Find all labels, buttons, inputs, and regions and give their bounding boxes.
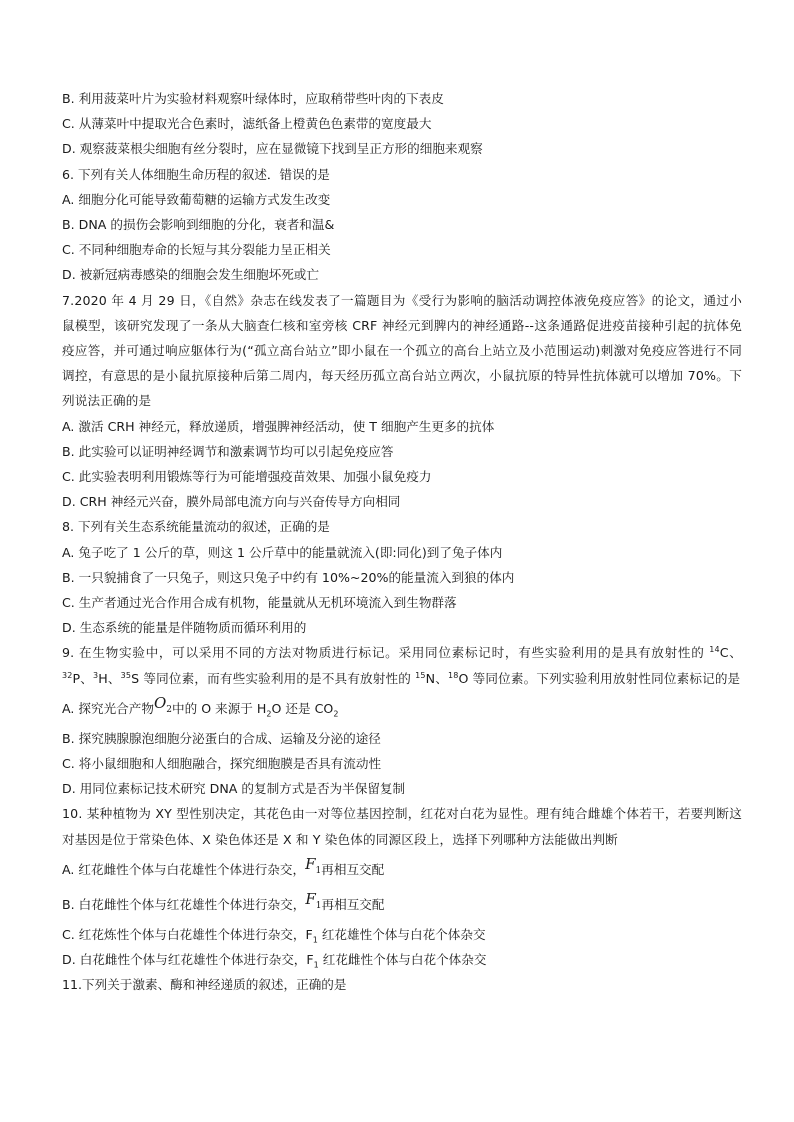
q7-option-d: D. CRH 神经元兴奋，膜外局部电流方向与兴奋传导方向相同: [62, 494, 401, 510]
q8-option-a: A. 兔子吃了 1 公斤的草，则这 1 公斤草中的能量就流入(即:同化)到了兔子体内: [62, 544, 503, 560]
o2-formula: $O_2$: [153, 693, 173, 715]
q6-option-a: A. 细胞分化可能导致葡萄糖的运输方式发生改变: [62, 191, 331, 207]
q10-option-d: D. 白花雌性个体与红花雄性个体进行杂交，$F_1$ 红花雌性个体与白花个体杂交: [62, 952, 487, 970]
document-page: [62, 86, 742, 998]
q6-option-b: B. DNA 的损伤会影响到细胞的分化，衰者和温&: [62, 217, 335, 233]
f1-formula: $F_1$: [305, 854, 322, 876]
q9-option-b: B. 探究胰腺腺泡细胞分泌蛋白的合成、运输及分泌的途径: [62, 730, 381, 746]
q10-option-c: C. 红花炼性个体与白花雄性个体进行杂交，$F_1$ 红花雄性个体与白花个体杂交: [62, 926, 486, 945]
q7-option-a: A. 激活 CRH 神经元，释放递质，增强脾神经活动，使 T 细胞产生更多的抗体: [62, 418, 495, 434]
q6-option-c: C. 不同种细胞寿命的长短与其分裂能力呈正相关: [62, 242, 331, 258]
q9-option-a: A. 探究光合产物$O_2$中的 O 来源于 $H_2O$ 还是 $CO_2$: [62, 693, 339, 719]
q10-option-a: A. 红花雌性个体与白花雄性个体进行杂交，$F_1$再相互交配: [62, 854, 385, 877]
q10-stem: 10. 某种植物为 XY 型性别决定，其花色由一对等位基因控制，红花对白花为显性。理有纯合雌雄个体若干，若要判断这对基因是位于常染色体、X 染色体还是 X 和 Y 染色体的同源区段上，选择下列哪种方法能做出判断: [62, 806, 742, 847]
q9-option-d: D. 用同位素标记技术研究 DNA 的复制方式是否为半保留复制: [62, 781, 406, 797]
q6-option-d: D. 被新冠病毒感染的细胞会发生细胞坏死或亡: [62, 267, 319, 283]
q7-stem: 7.2020 年 4 月 29 日，《自然》杂志在线发表了一篇题目为《受行为影响的脑活动调控体液免疫应答》的论文，通过小鼠模型，该研究发现了一条从大脑查仁核和室旁核 CRF 神经元到脾内的神经通路--这条通路促进疫苗接种引起的抗体免疫应答，并可通过响应躯体行为(“孤立高台站立”即小鼠在一个孤立的高台上站立及小范围运动)刺激对免疫应答进行不同调控，有意思的是小鼠抗原接种后第二周内，每天经历孤立高台站立两次，小鼠抗原的特异性抗体就可以增加 70%。下列说法正确的是: [62, 292, 742, 409]
q5-option-d: D. 观察菠菜根尖细胞有丝分裂时，应在显微镜下找到呈正方形的细胞来观察: [62, 141, 483, 157]
q8-option-b: B. 一只貌捕食了一只兔子，则这只兔子中约有 10%~20%的能量流入到狼的体内: [62, 569, 515, 585]
q8-stem: 8. 下列有关生态系统能量流动的叙述，正确的是: [62, 519, 330, 535]
f1-formula: $F_1$: [305, 889, 322, 911]
q9-option-c: C. 将小鼠细胞和人细胞融合，探究细胞膜是否具有流动性: [62, 756, 382, 772]
q11-stem: 11.下列关于激素、酶和神经递质的叙述，正确的是: [62, 977, 347, 993]
q7-option-b: B. 此实验可以证明神经调节和激素调节均可以引起免疫应答: [62, 443, 394, 459]
q7-option-c: C. 此实验表明利用锻炼等行为可能增强疫苗效果、加强小鼠免疫力: [62, 469, 432, 485]
q5-option-c: C. 从薄菜叶中提取光合色素时，滤纸备上橙黄色色素带的宽度最大: [62, 116, 432, 132]
q6-stem: 6. 下列有关人体细胞生命历程的叙述．错误的是: [62, 166, 330, 182]
q10-option-b: B. 白花雌性个体与红花雄性个体进行杂交，$F_1$再相互交配: [62, 889, 385, 912]
q8-option-d: D. 生态系统的能量是伴随物质而循环利用的: [62, 620, 307, 636]
q9-stem: 9. 在生物实验中，可以采用不同的方法对物质进行标记。采用同位素标记时，有些实验利用的是具有放射性的 $^{14}$C、$^{32}$P、$^3$H、$^{35}$S 等同位素，而有些实验利用的是不具有放射性的 $^{15}$N、$^{18}$O 等同位素。下列实验利用放射性同位素标记的是: [62, 645, 743, 686]
q8-option-c: C. 生产者通过光合作用合成有机物，能量就从无机环境流入到生物群落: [62, 595, 457, 611]
q5-option-b: B. 利用菠菜叶片为实验材料观察叶绿体时，应取稍带些叶肉的下表皮: [62, 91, 444, 106]
